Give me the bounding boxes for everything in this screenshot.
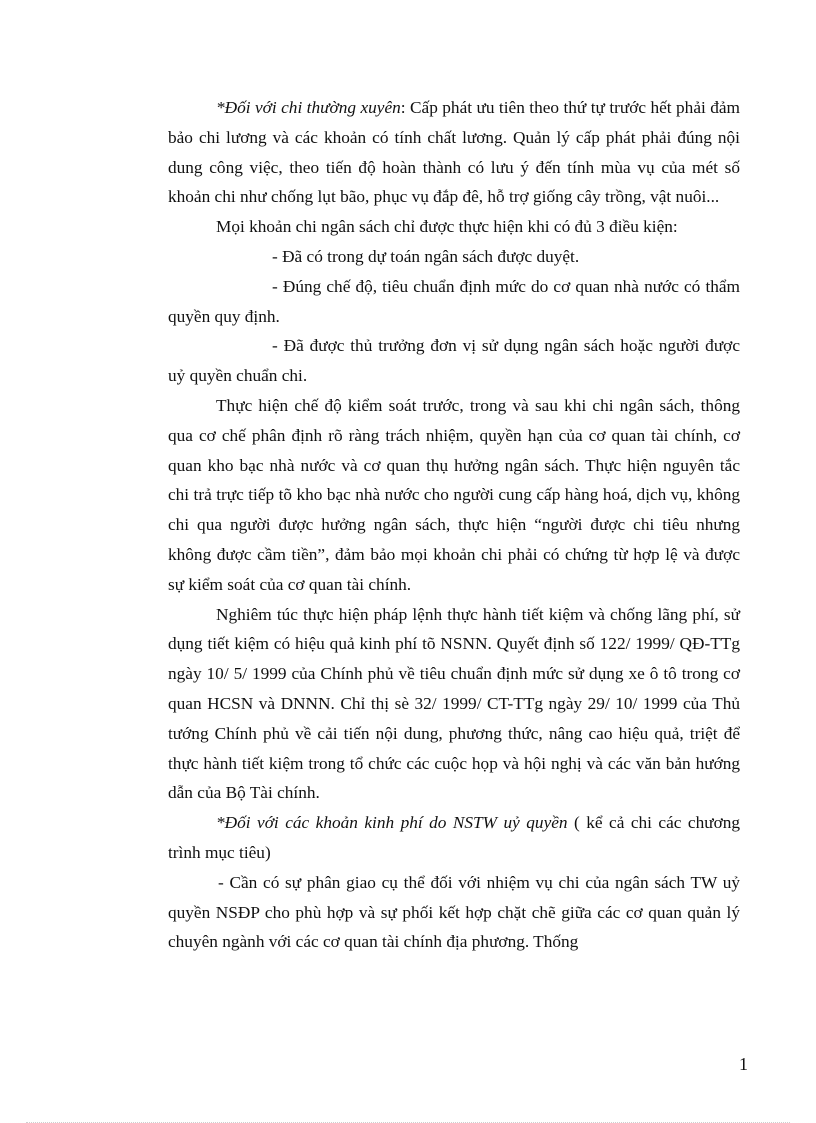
paragraph-control-regime: Thực hiện chế độ kiểm soát trước, trong và sau khi chi ngân sách, thông qua cơ chế phân định rõ ràng trách nhiệm, quyền hạn của cơ quan tài chính, cơ quan kho bạc nhà nước và cơ quan thụ hưởng ngân sách. Thực hiện nguyên tắc chi trả trực tiếp tõ kho bạc nhà nước cho người cung cấp hàng hoá, dịch vụ, không chi qua người được hưởng ngân sách, thực hiện “người được chi tiêu nhưng không được cầm tiền”, đảm bảo mọi khoản chi phải có chứng từ hợp lệ và được sự kiểm soát của cơ quan tài chính. bbox=[168, 395, 740, 594]
document-body bbox=[168, 93, 740, 957]
list-item-allocation: - Cần có sự phân giao cụ thể đối với nhiệm vụ chi của ngân sách TW uỷ quyền NSĐP cho phù hợp và sự phối kết hợp chặt chẽ giữa các cơ quan quản lý chuyên ngành với các cơ quan tài chính địa phương. Thống bbox=[168, 872, 740, 952]
list-item-condition-3: - Đã được thủ trưởng đơn vị sử dụng ngân sách hoặc người được uỷ quyền chuẩn chi. bbox=[168, 336, 740, 386]
paragraph-conditions-intro: Mọi khoản chi ngân sách chỉ được thực hiện khi có đủ 3 điều kiện: bbox=[216, 217, 678, 237]
page-number: 1 bbox=[739, 1054, 748, 1074]
paragraph-text: : Cấp phát ưu tiên theo thứ tự trước hết phải đảm bảo chi lương và các khoản có tính chất lương. Quản lý cấp phát phải đúng nội dung công việc, theo tiến độ hoàn thành có lưu ý đến tính mùa vụ của mét số khoản chi như chống lụt bão, phục vụ đắp đê, hỗ trợ giống cây trồng, vật nuôi... bbox=[168, 98, 740, 207]
paragraph-regular-expenditure bbox=[168, 93, 740, 212]
paragraph-lead-italic: *Đối với các khoản kinh phí do NSTW uỷ quyền bbox=[216, 813, 568, 833]
paragraph-delegated-funds bbox=[168, 808, 740, 868]
list-item-condition-1: - Đã có trong dự toán ngân sách được duyệt. bbox=[272, 246, 580, 266]
list-item-condition-2: - Đúng chế độ, tiêu chuẩn định mức do cơ quan nhà nước có thẩm quyền quy định. bbox=[168, 276, 740, 326]
paragraph-lead-italic: *Đối với chi thường xuyên bbox=[216, 98, 401, 117]
paragraph-text: ( kể cả chi các chương trình mục tiêu) bbox=[168, 813, 740, 862]
paragraph-savings: Nghiêm túc thực hiện pháp lệnh thực hành tiết kiệm và chống lãng phí, sử dụng tiết kiệm có hiệu quả kinh phí tõ NSNN. Quyết định số 122/ 1999/ QĐ-TTg ngày 10/ 5/ 1999 của Chính phủ về tiêu chuẩn định mức sử dụng xe ô tô trong cơ quan HCSN và DNNN. Chỉ thị sè 32/ 1999/ CT-TTg ngày 29/ 10/ 1999 của Thủ tướng Chính phủ về cải tiến nội dung, phương thức, nâng cao hiệu quả, triệt để thực hành tiết kiệm trong tổ chức các cuộc họp và hội nghị và các văn bản hướng dẫn của Bộ Tài chính. bbox=[168, 604, 740, 803]
